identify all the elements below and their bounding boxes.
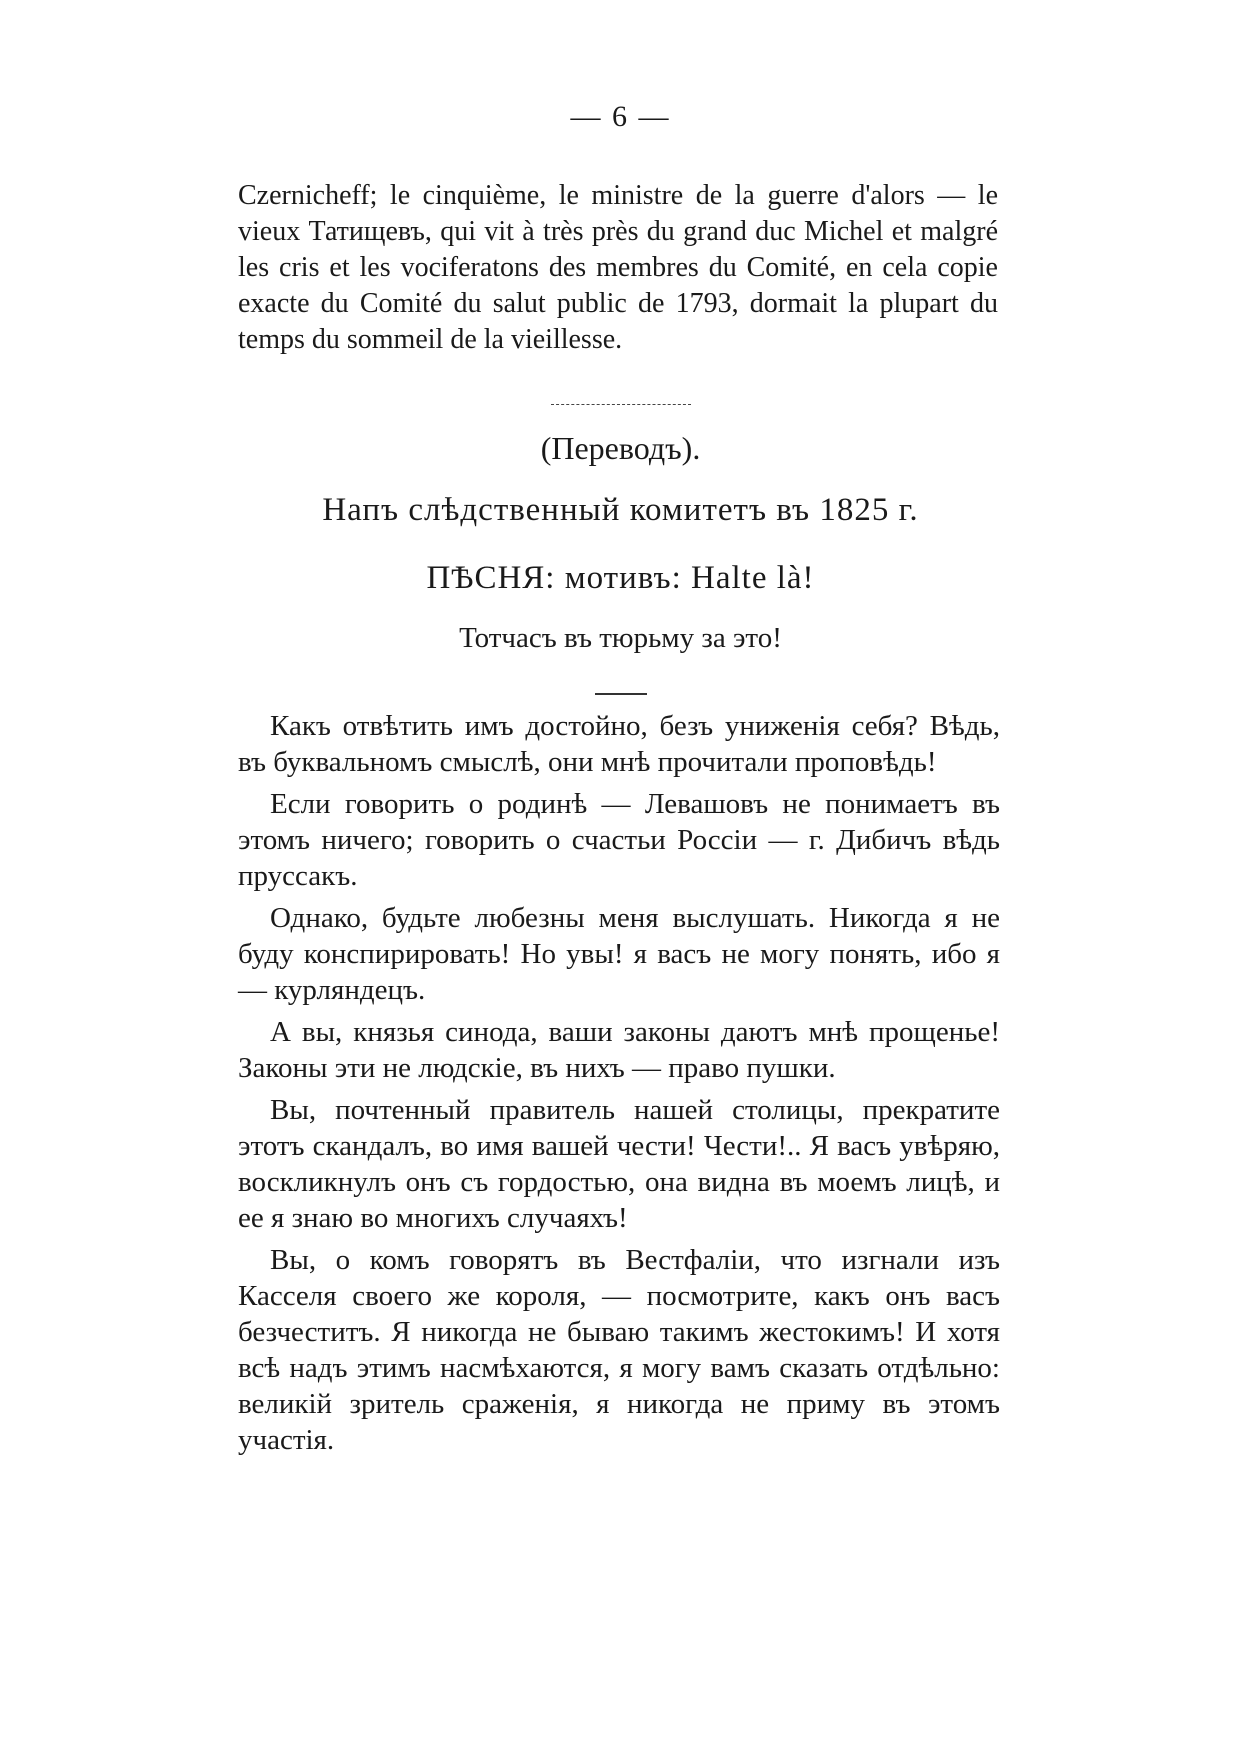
subtitle-divider — [0, 682, 1241, 700]
song-subtitle: Тотчасъ въ тюрьму за это! — [459, 622, 782, 654]
french-paragraph: Czernicheff; le cinquième, le ministre de la guerre d'alors — le vieux Татищевъ, qui vit à très près du grand duc Michel et malgré les cris et les vociferatons des membres du Comité, en cela copie exacte du Comité du salut public de 1793, dormait la plupart du temps du sommeil de la vieillesse. — [238, 180, 998, 355]
page-number: — 6 — — [570, 100, 671, 133]
song-title: ПѢСНЯ: мотивъ: Halte là! — [426, 560, 815, 596]
section-divider — [0, 392, 1241, 410]
verse-paragraph: Вы, почтенный правитель нашей столицы, прекратите этотъ скандалъ, во имя вашей чести! Чести!.. Я васъ увѣряю, воскликнулъ онъ съ гордостью, она видна въ моемъ лицѣ, и ее я знаю во многихъ случаяхъ! — [238, 1094, 1000, 1234]
verse-paragraph: А вы, князья синода, ваши законы даютъ мнѣ прощенье! Законы эти не людскіе, въ нихъ — право пушки. — [238, 1016, 1000, 1084]
verse-paragraph: Какъ отвѣтить имъ достойно, безъ униженія себя? Вѣдь, въ буквальномъ смыслѣ, они мнѣ прочитали проповѣдь! — [238, 710, 1000, 778]
verse-paragraph: Если говорить о родинѣ — Левашовъ не понимаетъ въ этомъ ничего; говорить о счастьи Россіи — г. Дибичъ вѣдь пруссакъ. — [238, 788, 1000, 892]
verse-paragraph: Однако, будьте любезны меня выслушать. Никогда я не буду конспирировать! Но увы! я васъ не могу понять, ибо я — курляндецъ. — [238, 902, 1000, 1006]
verse-paragraph: Вы, о комъ говорятъ въ Вестфаліи, что изгнали изъ Касселя своего же короля, — посмотрите, какъ онъ васъ безчеститъ. Я никогда не бываю такимъ жестокимъ! И хотя всѣ надъ этимъ насмѣхаются, я могу вамъ сказать отдѣльно: великій зритель сраженія, я никогда не приму въ этомъ участія. — [238, 1244, 1000, 1456]
song-body — [238, 708, 1000, 1464]
section-heading: Напъ слѣдственный комитетъ въ 1825 г. — [322, 492, 919, 528]
translation-label: (Переводъ). — [540, 430, 701, 466]
